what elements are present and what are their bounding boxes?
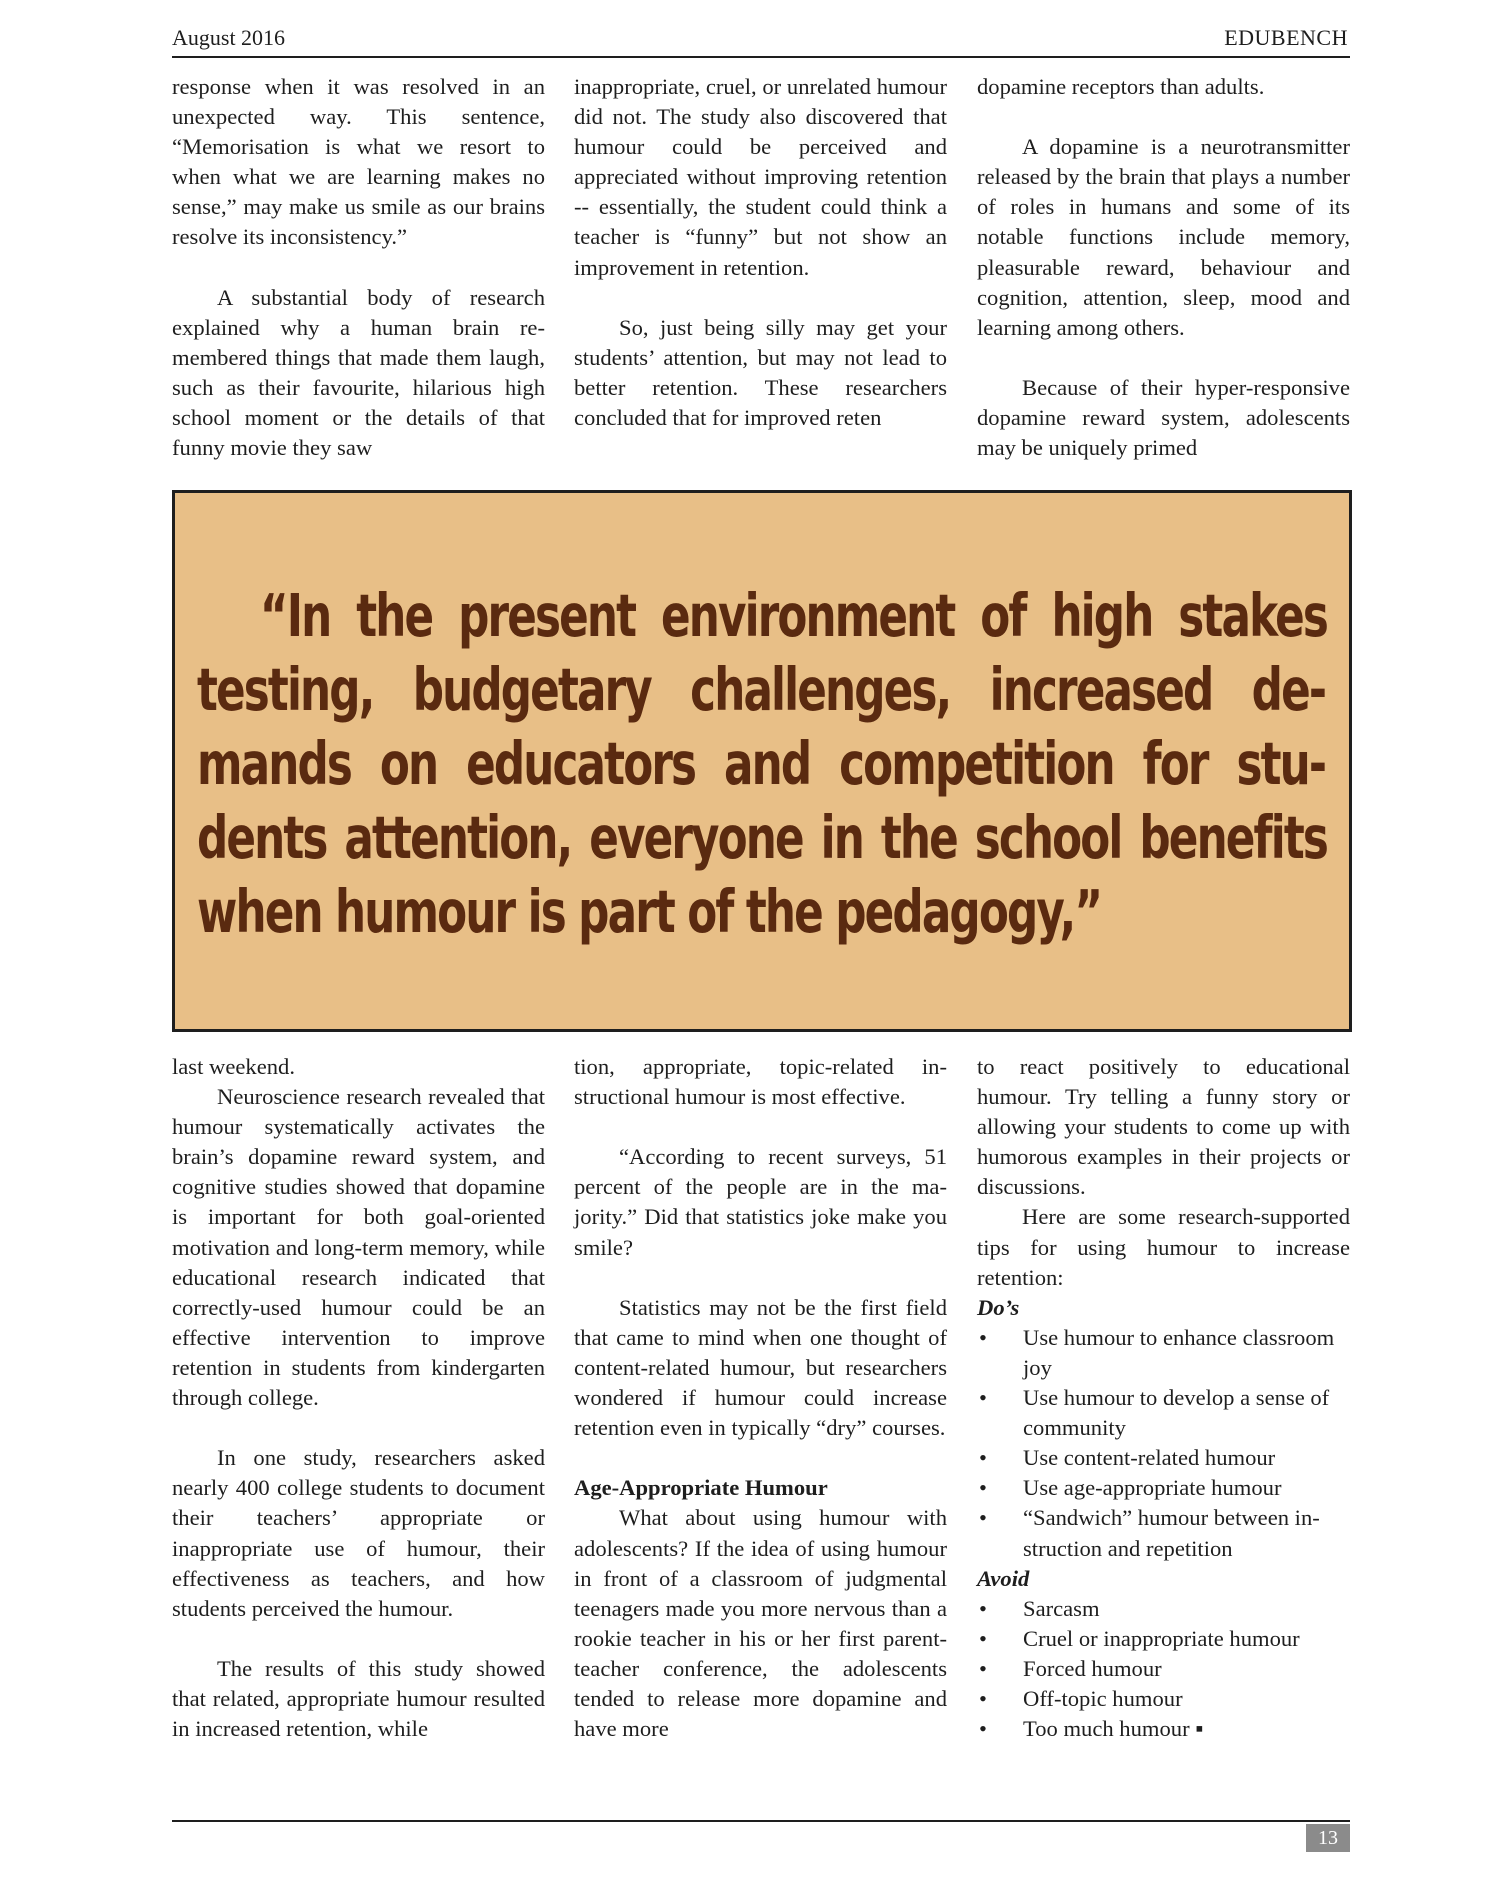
list-item bbox=[977, 1323, 1350, 1383]
paragraph: tion, appropriate, topic-related instructional humour is most effective. bbox=[574, 1054, 947, 1110]
bullet-icon: • bbox=[979, 1595, 987, 1621]
list-item-text: Sarcasm bbox=[1023, 1595, 1100, 1621]
issue-date: August 2016 bbox=[172, 25, 286, 50]
paragraph: Statistics may not be the first field that came to mind when one thought of content-related humour, but researchers wondered if humour could increase retention even in typically “dry” courses. bbox=[574, 1294, 947, 1441]
page-number: 13 bbox=[1306, 1824, 1350, 1852]
footer-rule bbox=[172, 1820, 1350, 1822]
bullet-icon: • bbox=[979, 1445, 987, 1471]
paragraph: inappropriate, cruel, or unrelated humour did not. The study also discovered that humour could be perceived and appreciated without improving retention -- essentially, the student could think a teacher is “funny” but not show an improvement in retention. bbox=[574, 74, 947, 280]
list-item bbox=[977, 1624, 1350, 1654]
bullet-icon: • bbox=[979, 1505, 987, 1531]
bullet-icon: • bbox=[979, 1385, 987, 1411]
paragraph: The results of this study showed that related, appropriate humour resulted in increased retention, while bbox=[172, 1655, 545, 1742]
list-item-text: Too much humour bbox=[1023, 1716, 1190, 1742]
pull-quote: “In the present environment of high stakes testing, budgetary challenges, increased demands on educators and competition for students attention, everyone in the school benefits when humour is part of the pedagogy,” bbox=[197, 581, 1327, 946]
list-item bbox=[977, 1473, 1350, 1503]
bullet-icon: • bbox=[979, 1324, 987, 1350]
list-item-text: Use humour to develop a sense of community bbox=[1023, 1385, 1330, 1441]
bullet-icon: • bbox=[979, 1625, 987, 1651]
list-item bbox=[977, 1684, 1350, 1714]
list-item-text: Off-topic humour bbox=[1023, 1685, 1183, 1711]
list-item bbox=[977, 1383, 1350, 1443]
avoid-heading: Avoid bbox=[977, 1565, 1030, 1591]
paragraph: last weekend. bbox=[172, 1054, 295, 1079]
bullet-icon: • bbox=[979, 1685, 987, 1711]
publication-name: EDUBENCH bbox=[1224, 25, 1348, 50]
column-1-bottom bbox=[172, 1052, 545, 1744]
column-1-top bbox=[172, 72, 545, 463]
list-item bbox=[977, 1443, 1350, 1473]
list-item-text: Use humour to enhance classroom joy bbox=[1023, 1324, 1335, 1380]
list-item-text: Forced humour bbox=[1023, 1655, 1162, 1681]
bullet-icon: • bbox=[979, 1475, 987, 1501]
paragraph: “According to recent surveys, 51 percent of the people are in the majority.” Did that statistics joke make you smile? bbox=[574, 1144, 947, 1260]
list-item bbox=[977, 1594, 1350, 1624]
list-item bbox=[977, 1714, 1350, 1744]
column-2-bottom bbox=[574, 1052, 947, 1744]
list-item-text: Use age-appropriate humour bbox=[1023, 1475, 1282, 1501]
paragraph: In one study, researchers asked nearly 400 college students to document their teachers’ appropriate or inappropriate use of humour, their effectiveness as teachers, and how students perceived the humour. bbox=[172, 1445, 545, 1621]
paragraph: response when it was resolved in an unexpected way. This sentence, “Memorisation is what we resort to when what we are learning makes no sense,” may make us smile as our brains resolve its inconsistency.” bbox=[172, 74, 545, 250]
paragraph: to react positively to educational humour. Try telling a funny story or allowing your students to come up with humorous examples in their projects or discussions. bbox=[977, 1054, 1350, 1200]
paragraph: Here are some research-supported tips for using humour to increase retention: bbox=[977, 1204, 1350, 1290]
avoid-list bbox=[977, 1594, 1350, 1744]
end-mark-icon: ▪ bbox=[1195, 1716, 1204, 1742]
paragraph: A substantial body of research explained why a human brain remembered things that made them laugh, such as their favourite, hilarious high school moment or the details of that funny movie they saw bbox=[172, 284, 545, 461]
paragraph: Because of their hyper-responsive dopamine reward system, adolescents may be uniquely primed bbox=[977, 374, 1350, 461]
list-item-text: “Sandwich” humour between instruction and repetition bbox=[1023, 1505, 1320, 1561]
column-2-top bbox=[574, 72, 947, 433]
subheading: Age-Appropriate Humour bbox=[574, 1475, 828, 1501]
dos-list bbox=[977, 1323, 1350, 1564]
bullet-icon: • bbox=[979, 1716, 987, 1742]
column-3-top bbox=[977, 72, 1350, 463]
list-item-text: Cruel or inappropriate humour bbox=[1023, 1625, 1300, 1651]
paragraph: A dopamine is a neurotransmitter released by the brain that plays a number of roles in humans and some of its notable functions include memory, pleasurable reward, behaviour and cognition, attention, sleep, mood and learning among others. bbox=[977, 134, 1350, 340]
column-3-bottom bbox=[977, 1052, 1350, 1744]
list-item bbox=[977, 1503, 1350, 1563]
paragraph: So, just being silly may get your students’ attention, but may not lead to better retention. These researchers concluded that for improved reten bbox=[574, 314, 947, 431]
list-item-text: Use content-related humour bbox=[1023, 1445, 1276, 1471]
pull-quote-box bbox=[172, 490, 1352, 1032]
list-item bbox=[977, 1654, 1350, 1684]
paragraph: dopamine receptors than adults. bbox=[977, 74, 1265, 99]
header-rule bbox=[172, 56, 1350, 58]
dos-heading: Do’s bbox=[977, 1294, 1020, 1320]
paragraph: What about using humour with adolescents? If the idea of using humour in front of a classroom of judgmental teenagers made you more nervous than a rookie teacher in his or her first parent-teacher conference, the adolescents tended to release more dopamine and have more bbox=[574, 1505, 947, 1742]
bullet-icon: • bbox=[979, 1655, 987, 1681]
paragraph: Neuroscience research revealed that humour systematically activates the brain’s dopamine reward system, and cognitive studies showed that dopamine is important for both goal-oriented motivation and long-term memory, while educational research indicated that correctly-used humour could be an effective intervention to improve retention in students from kindergarten through college. bbox=[172, 1084, 545, 1411]
